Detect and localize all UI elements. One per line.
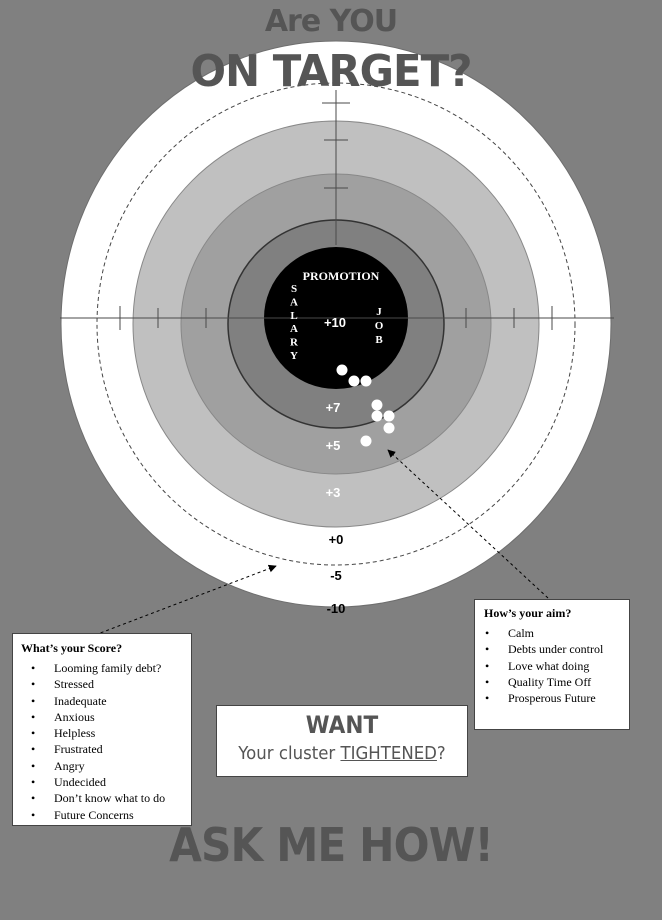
salary-letter: Y (290, 350, 298, 362)
list-item: • Stressed (21, 676, 183, 692)
score-minus5: -5 (330, 568, 342, 583)
call-to-action: ASK ME HOW! (169, 818, 493, 872)
hit-mark (384, 411, 395, 422)
list-item: • Future Concerns (21, 807, 183, 823)
want-sub-prefix: Your cluster (238, 743, 341, 764)
list-item: • Anxious (21, 709, 183, 725)
score-plus3: +3 (325, 485, 341, 500)
hit-mark (361, 436, 372, 447)
list-item: • Debts under control (484, 641, 620, 657)
score-box (12, 633, 192, 826)
score-plus10: +10 (323, 315, 347, 330)
list-item: • Prosperous Future (484, 690, 620, 706)
want-sub-underlined: TIGHTENED (340, 743, 437, 764)
aim-box (474, 599, 630, 730)
want-box (216, 705, 468, 777)
list-item: • Love what doing (484, 658, 620, 674)
hit-mark (361, 376, 372, 387)
score-plus7: +7 (325, 400, 341, 415)
score-box-title: What’s your Score? (21, 641, 123, 655)
hit-mark (372, 411, 383, 422)
score-0: +0 (328, 532, 344, 547)
list-item: • Inadequate (21, 693, 183, 709)
hit-mark (337, 365, 348, 376)
list-item: • Don’t know what to do (21, 790, 183, 806)
aim-box-title: How’s your aim? (484, 606, 572, 620)
hit-mark (384, 423, 395, 434)
list-item: • Angry (21, 758, 183, 774)
hit-mark (349, 376, 360, 387)
job-letter: O (374, 320, 384, 332)
salary-letter: L (290, 309, 298, 322)
headline-on-target: ON TARGET? (190, 46, 472, 97)
list-item: • Looming family debt? (21, 660, 183, 676)
list-item: • Quality Time Off (484, 674, 620, 690)
want-subtitle (227, 743, 457, 764)
aim-list (484, 625, 620, 706)
salary-letter: A (290, 323, 298, 336)
bullseye-title: PROMOTION (302, 269, 380, 283)
score-list (21, 660, 183, 823)
salary-letter: A (290, 296, 298, 309)
salary-letter: S (290, 283, 298, 295)
score-arrow (95, 566, 276, 635)
list-item: • Undecided (21, 774, 183, 790)
score-plus5: +5 (325, 438, 341, 453)
salary-letter: R (290, 336, 298, 349)
want-sub-suffix: ? (436, 743, 446, 764)
list-item: • Helpless (21, 725, 183, 741)
list-item: • Frustrated (21, 741, 183, 757)
score-minus10: -10 (326, 601, 346, 616)
headline-are-you: Are YOU (264, 4, 398, 39)
job-letter: B (375, 334, 383, 346)
hit-mark (372, 400, 383, 411)
want-title: WANT (305, 711, 379, 739)
job-letter: J (376, 306, 382, 318)
list-item: • Calm (484, 625, 620, 641)
